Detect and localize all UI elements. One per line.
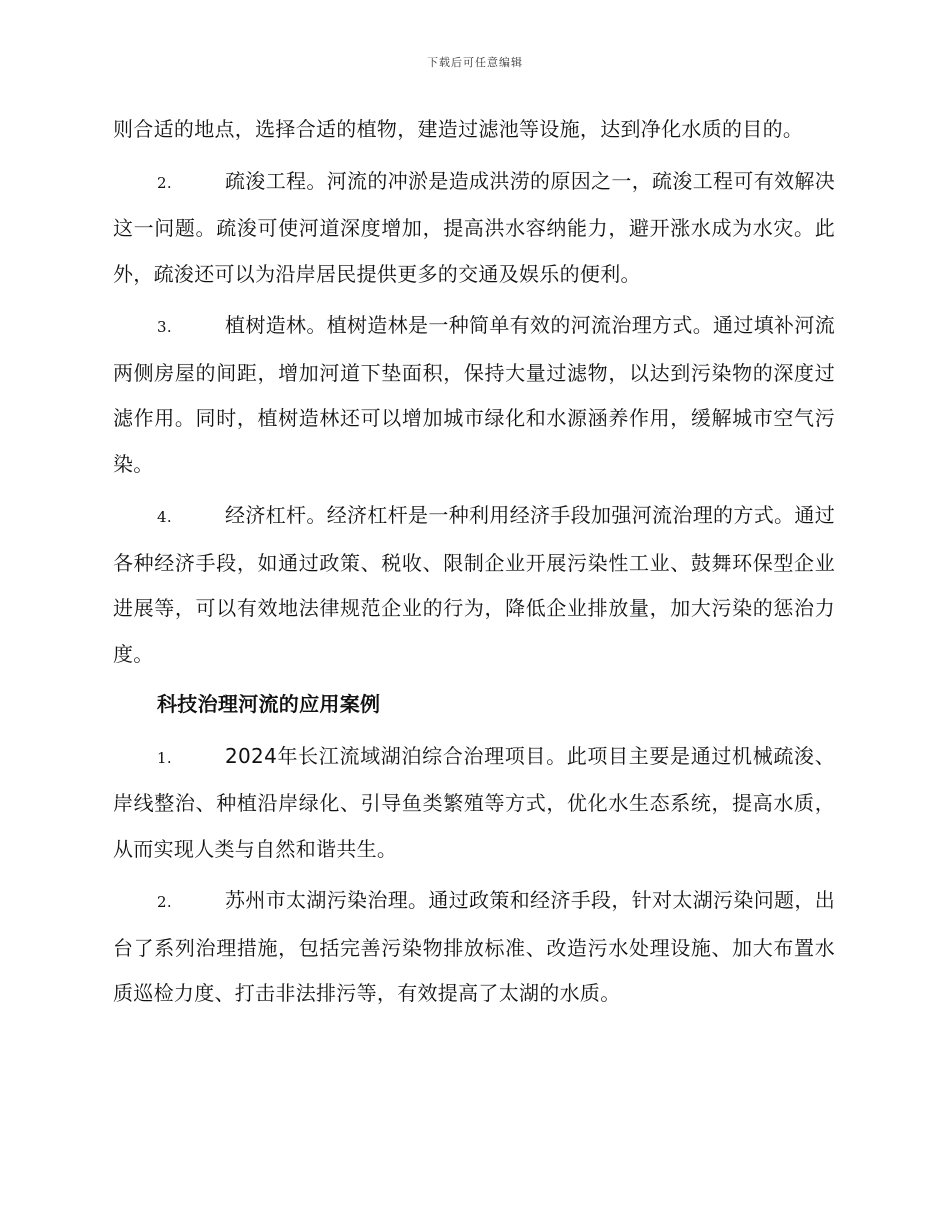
paragraph-continuation [113,107,835,153]
paragraph-text: 苏州市太湖污染治理。通过政策和经济手段，针对太湖污染问题，出台了系列治理措施，包括完善污染物排放标准、改造污水处理设施、加大布置水质巡检力度、打击非法排污等，有效提高了太湖的水质。 [113,888,835,1005]
list-item-afforestation [113,303,835,487]
list-item-number: 3. [157,318,172,336]
list-item-number: 1. [157,748,172,767]
list-item-economic-lever [113,493,835,677]
paragraph-text: 疏浚工程。河流的冲淤是造成洪涝的原因之一，疏浚工程可有效解决这一问题。疏浚可使河道深度增加，提高洪水容纳能力，避开涨水成为水灾。此外，疏浚还可以为沿岸居民提供更多的交通及娱乐的便利。 [113,168,835,286]
list-item-number: 2. [157,893,172,911]
page-header-note: 下载后可任意编辑 [427,56,523,69]
section-heading: 科技治理河流的应用案例 [157,692,381,716]
list-item-dredging [113,159,835,298]
list-item-number: 2. [157,173,172,192]
paragraph-text: 2024年长江流域湖泊综合治理项目。此项目主要是通过机械疏浚、岸线整治、种植沿岸绿化、引导鱼类繁殖等方式，优化水生态系统，提高水质，从而实现人类与自然和谐共生。 [113,743,835,861]
paragraph-text: 经济杠杆。经济杠杆是一种利用经济手段加强河流治理的方式。通过各种经济手段，如通过政策、税收、限制企业开展污染性工业、鼓舞环保型企业进展等，可以有效地法律规范企业的行为，降低企业排放量，加大污染的惩治力度。 [113,503,835,666]
paragraph-text: 则合适的地点，选择合适的植物，建造过滤池等设施，达到净化水质的目的。 [113,117,804,141]
document-body [113,107,835,1023]
paragraph-text: 植树造林。植树造林是一种简单有效的河流治理方式。通过填补河流两侧房屋的间距，增加河道下垫面积，保持大量过滤物，以达到污染物的深度过滤作用。同时，植树造林还可以增加城市绿化和水源涵养作用，缓解城市空气污染。 [113,313,835,476]
list-item-taihu-case [113,878,835,1017]
list-item-yangtze-case [113,734,835,873]
list-item-number: 4. [157,508,172,526]
